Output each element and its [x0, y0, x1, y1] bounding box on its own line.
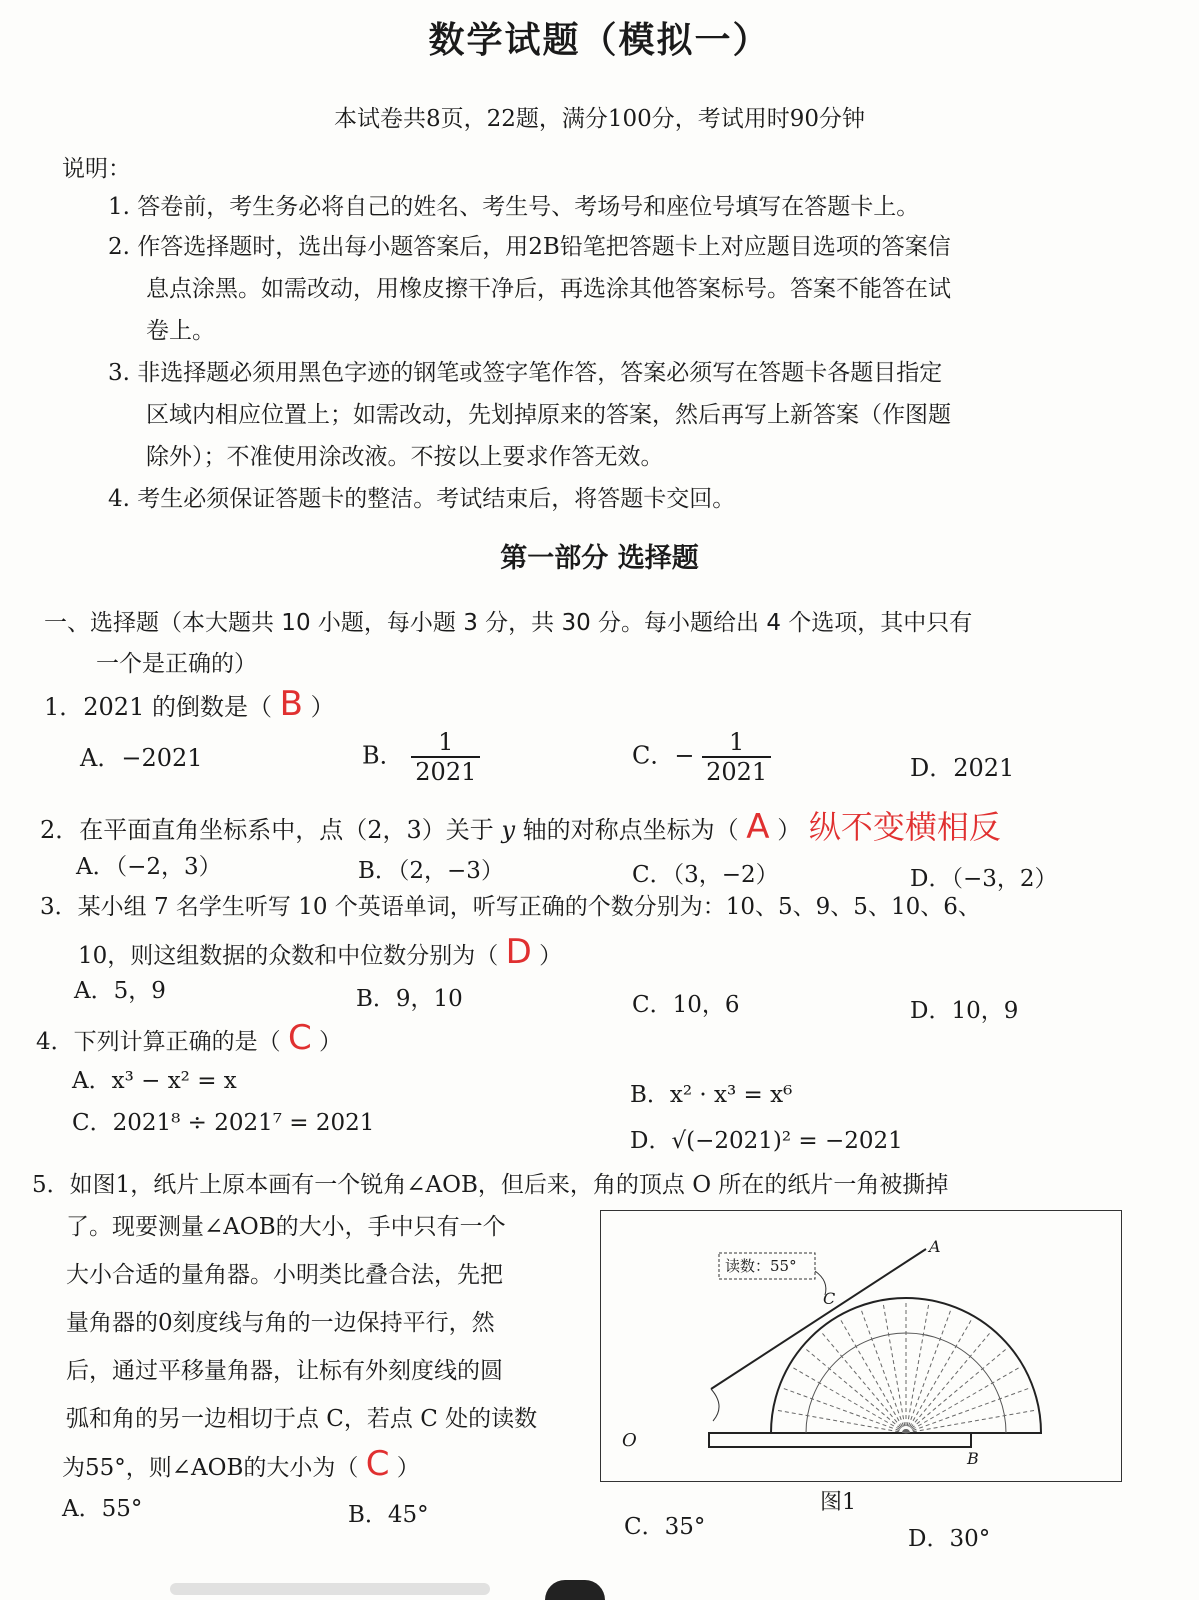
question-2-stem [40, 802, 1001, 848]
instruction-line: 区域内相应位置上；如需改动，先划掉原来的答案，然后再写上新答案（作图题 [146, 402, 951, 428]
question-5-stem-cont: 量角器的0刻度线与角的一边保持平行，然 [66, 1310, 495, 1336]
option-c: C．10，6 [632, 992, 740, 1018]
protractor-diagram [601, 1211, 1121, 1481]
option-c [632, 728, 771, 786]
question-5-stem-cont: 后，通过平移量角器，让标有外刻度线的圆 [66, 1358, 503, 1384]
option-b: B．x² · x³ = x⁶ [630, 1082, 793, 1108]
option-b-label: B． [362, 741, 404, 770]
option-a: A．（−2，3） [76, 854, 222, 880]
ruler [709, 1433, 971, 1447]
section-heading: 一、选择题（本大题共 10 小题，每小题 3 分，共 30 分。每小题给出 4 个选项，其中只有 [44, 610, 973, 636]
option-d: D．2021 [910, 754, 1015, 782]
instructions-heading: 说明： [62, 156, 131, 182]
figure-caption: 图1 [820, 1490, 856, 1515]
point-b-label: B [967, 1449, 979, 1468]
tear-line [711, 1389, 719, 1421]
question-5-stem-cont: 弧和角的另一边相切于点 C，若点 C 处的读数 [66, 1406, 538, 1432]
option-b: B．45° [348, 1502, 429, 1528]
question-5-stem-cont: 了。现要测量∠AOB的大小，手中只有一个 [66, 1214, 506, 1240]
question-3-close: ） [539, 943, 563, 969]
question-5-stem: 5．如图1，纸片上原本画有一个锐角∠AOB，但后来，角的顶点 O 所在的纸片一角被撕掉 [32, 1172, 949, 1198]
option-a: A．55° [62, 1496, 143, 1522]
option-c-label: C．− [632, 741, 695, 770]
option-c: C．2021⁸ ÷ 2021⁷ = 2021 [72, 1110, 375, 1136]
question-2-text: 2．在平面直角坐标系中，点（2，3）关于 [40, 816, 494, 844]
math-variable: y [501, 816, 516, 844]
instruction-line: 除外）；不准使用涂改液。不按以上要求作答无效。 [146, 444, 664, 470]
option-d: D．（−3，2） [910, 866, 1058, 892]
instruction-line: 3. 非选择题必须用黑色字迹的钢笔或签字笔作答，答案必须写在答题卡各题目指定 [108, 360, 943, 386]
fraction [411, 728, 480, 786]
point-o-label: O [622, 1430, 637, 1451]
instruction-line: 息点涂黑。如需改动，用橡皮擦干净后，再选涂其他答案标号。答案不能答在试 [146, 276, 951, 302]
option-c: C．（3，−2） [632, 862, 779, 888]
reading-label: 读数：55° [725, 1257, 797, 1275]
option-a: A．x³ − x² = x [72, 1068, 237, 1094]
question-5-text: 为55°，则∠AOB的大小为（ [62, 1455, 359, 1481]
instruction-line: 2. 作答选择题时，选出每小题答案后，用2B铅笔把答题卡上对应题目选项的答案信 [108, 234, 951, 260]
option-b: B．9，10 [356, 986, 463, 1012]
fraction-denominator: 2021 [415, 758, 477, 786]
question-4-text: 4．下列计算正确的是（ [36, 1029, 281, 1055]
page-title: 数学试题（模拟一） [428, 19, 771, 61]
fraction-numerator: 1 [411, 728, 480, 758]
option-c: C．35° [624, 1514, 706, 1540]
question-5-close: ） [396, 1455, 420, 1481]
question-3-stem-cont [78, 932, 562, 972]
point-a-label: A [929, 1237, 941, 1256]
option-b [362, 728, 480, 786]
question-2-close: ） [777, 816, 802, 844]
handwritten-note: 纵不变横相反 [808, 808, 1001, 846]
question-3-text: 10，则这组数据的众数和中位数分别为（ [78, 943, 499, 969]
instruction-line: 1. 答卷前，考生务必将自己的姓名、考生号、考场号和座位号填写在答题卡上。 [108, 194, 920, 220]
option-a: A．5，9 [74, 978, 166, 1004]
question-1-text: 1．2021 的倒数是（ [44, 693, 272, 721]
handwritten-answer: C [365, 1444, 390, 1484]
page-subtitle: 本试卷共8页，22题，满分100分，考试用时90分钟 [333, 106, 866, 132]
scan-blob [545, 1580, 605, 1600]
instruction-line: 4. 考生必须保证答题卡的整洁。考试结束后，将答题卡交回。 [108, 486, 736, 512]
fraction [702, 728, 771, 786]
option-d: D．30° [908, 1526, 991, 1552]
question-5-stem-cont: 大小合适的量角器。小明类比叠合法，先把 [66, 1262, 503, 1288]
option-d: D．√(−2021)² = −2021 [630, 1128, 903, 1154]
scan-smudge [170, 1583, 490, 1595]
handwritten-answer: A [746, 807, 770, 847]
question-4-stem [36, 1018, 342, 1058]
question-4-close: ） [319, 1029, 343, 1055]
part-heading: 第一部分 选择题 [500, 543, 699, 574]
figure-1-frame [600, 1210, 1122, 1482]
question-1-stem [44, 684, 335, 724]
handwritten-answer: D [505, 932, 532, 972]
question-3-stem: 3．某小组 7 名学生听写 10 个英语单词，听写正确的个数分别为：10、5、9、5、10、6、 [40, 894, 981, 920]
handwritten-answer: B [279, 684, 303, 724]
option-a: A．−2021 [80, 744, 203, 772]
instruction-line: 卷上。 [146, 318, 215, 344]
question-2-text-cont: 轴的对称点坐标为（ [522, 816, 739, 844]
section-heading-cont: 一个是正确的） [96, 651, 257, 677]
handwritten-answer: C [287, 1018, 312, 1058]
fraction-denominator: 2021 [706, 758, 768, 786]
question-1-close: ） [310, 693, 335, 721]
option-b: B．（2，−3） [358, 858, 504, 884]
point-c-label: C [823, 1289, 836, 1308]
option-d: D．10，9 [910, 998, 1019, 1024]
fraction-numerator: 1 [702, 728, 771, 758]
question-5-stem-cont [62, 1444, 420, 1484]
